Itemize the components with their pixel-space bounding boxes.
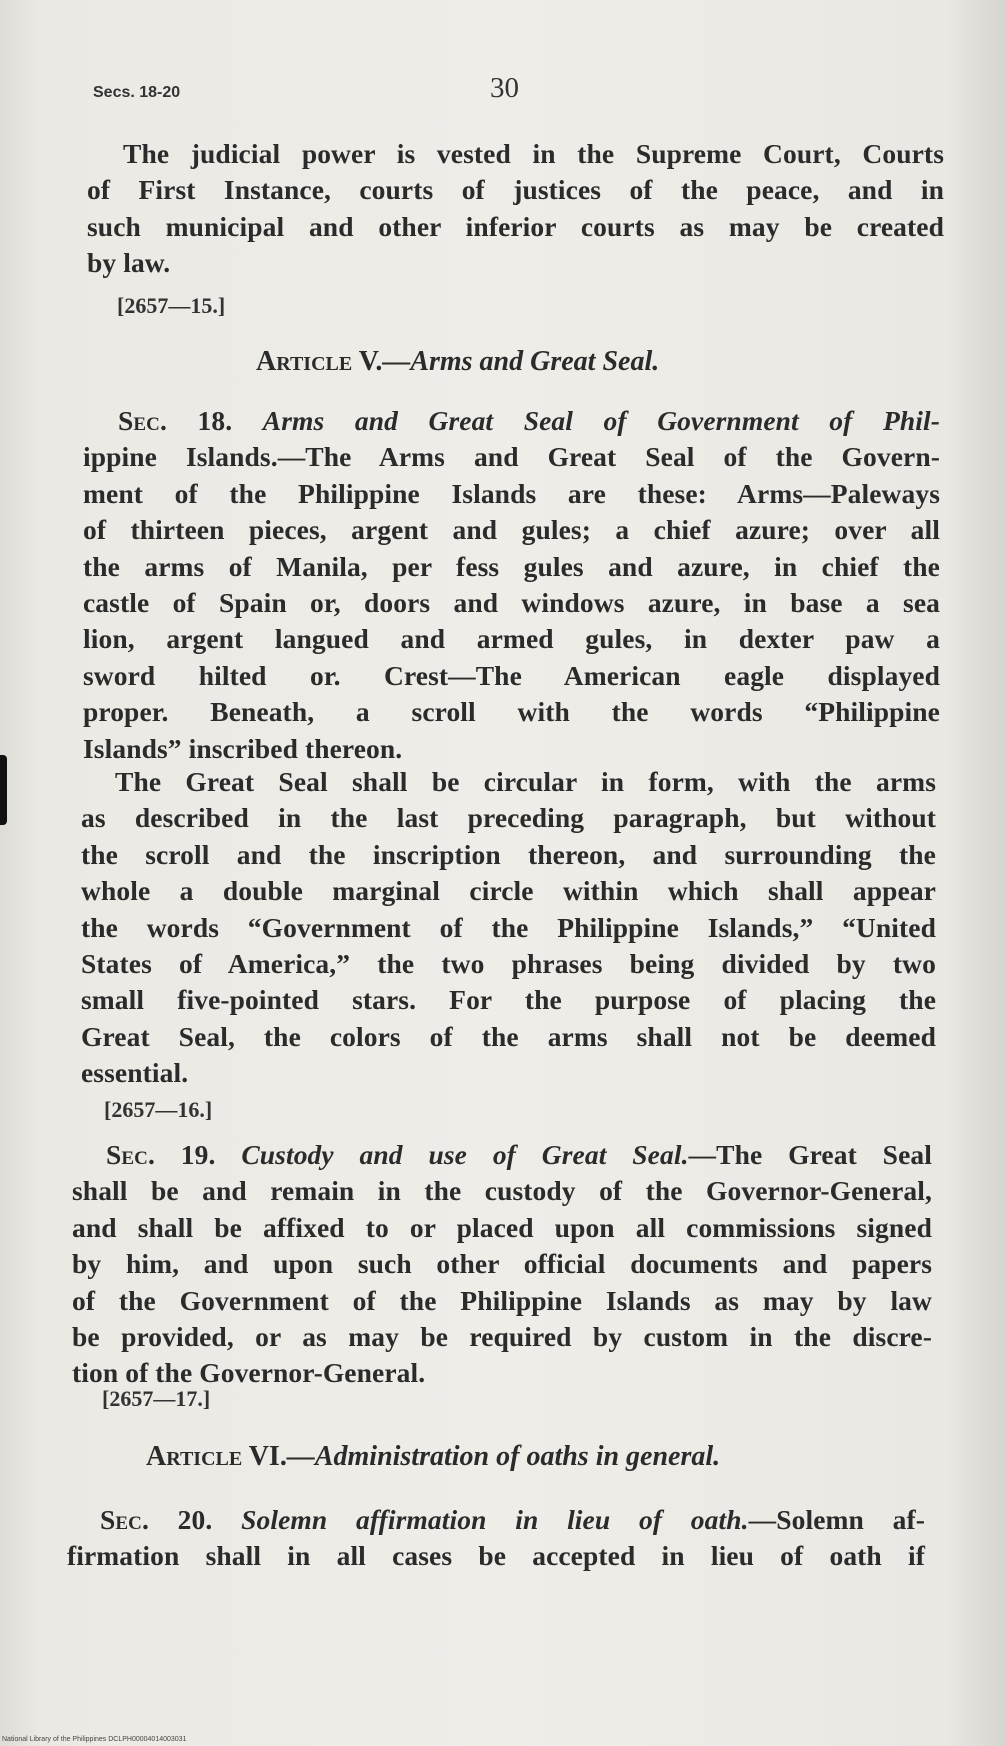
text-line: whole a double marginal circle within which shall appear	[81, 875, 936, 907]
section-20	[67, 1502, 925, 1575]
text-line: Islands” inscribed thereon.	[83, 732, 403, 764]
text-line: ippine Islands.—The Arms and Great Seal of the Govern-	[83, 441, 940, 473]
section-18-seal-paragraph	[81, 764, 936, 1092]
text-line: The Great Seal shall be circular in form, with the arms	[115, 766, 936, 797]
section-20-first-line	[67, 1502, 925, 1538]
text-line: The judicial power is vested in the Supreme Court, Courts	[123, 138, 944, 169]
section-text: —Solemn af-	[748, 1504, 925, 1535]
section-label: Sec. 19.	[106, 1139, 216, 1170]
text-line: be provided, or as may be required by custom in the discre-	[72, 1321, 932, 1353]
article-v-heading	[256, 346, 659, 378]
text-line: firmation shall in all cases be accepted in lieu of oath if	[67, 1540, 925, 1572]
text-line: States of America,” the two phrases being divided by two	[81, 948, 936, 980]
section-label: Sec. 18.	[118, 405, 233, 436]
text-line: tion of the Governor-General.	[72, 1357, 426, 1389]
section-text: —The Great Seal	[688, 1139, 932, 1170]
running-header-sections: Secs. 18-20	[93, 84, 181, 101]
scan-footer-credit: National Library of the Philippines DCLPH00004014003031	[2, 1736, 187, 1743]
section-title: Arms and Great Seal of Government of Phil-	[262, 405, 940, 436]
section-title: Custody and use of Great Seal.	[241, 1139, 689, 1170]
section-label: Sec. 20.	[100, 1504, 213, 1535]
page-number: 30	[490, 72, 519, 104]
text-line: sword hilted or. Crest—The American eagle displayed	[83, 659, 940, 691]
text-line: such municipal and other inferior courts as may be created	[87, 210, 944, 242]
text-line: castle of Spain or, doors and windows azure, in base a sea	[83, 587, 940, 619]
text-line: and shall be affixed to or placed upon all commissions signed	[72, 1211, 932, 1243]
text-line: the arms of Manila, per fess gules and azure, in chief the	[83, 550, 940, 582]
section-18-first-line	[83, 403, 940, 439]
paragraph-judicial-power	[87, 136, 944, 282]
text-line: the scroll and the inscription thereon, and surrounding the	[81, 838, 936, 870]
reference-2657-16: [2657—16.]	[104, 1097, 213, 1122]
text-line: shall be and remain in the custody of the Governor-General,	[72, 1175, 932, 1207]
text-line: by law.	[87, 247, 171, 279]
section-18	[83, 403, 940, 767]
text-line: ment of the Philippine Islands are these: Arms—Paleways	[83, 477, 940, 509]
article-title: —Arms and Great Seal.	[382, 346, 660, 377]
text-line: the words “Government of the Philippine Islands,” “United	[81, 911, 936, 943]
reference-2657-17: [2657—17.]	[102, 1386, 211, 1411]
article-title: —Administration of oaths in general.	[286, 1441, 721, 1472]
text-line: essential.	[81, 1057, 189, 1089]
article-label: Article VI.	[146, 1441, 287, 1472]
text-line: of First Instance, courts of justices of the peace, and in	[87, 174, 944, 206]
text-line: lion, argent langued and armed gules, in dexter paw a	[83, 623, 940, 655]
article-vi-heading	[146, 1441, 720, 1473]
article-label: Article V.	[256, 346, 383, 377]
section-title: Solemn affirmation in lieu of oath.	[241, 1504, 749, 1535]
section-19-first-line	[72, 1137, 932, 1173]
text-line: as described in the last preceding paragraph, but without	[81, 802, 936, 834]
text-line: small five-pointed stars. For the purpose of placing the	[81, 984, 936, 1016]
scan-edge-mark	[0, 755, 7, 825]
text-line: of the Government of the Philippine Islands as may by law	[72, 1284, 932, 1316]
text-line: proper. Beneath, a scroll with the words “Philippine	[83, 696, 940, 728]
section-19	[72, 1137, 932, 1392]
text-line: of thirteen pieces, argent and gules; a chief azure; over all	[83, 514, 940, 546]
text-line: Great Seal, the colors of the arms shall not be deemed	[81, 1020, 936, 1052]
reference-2657-15: [2657—15.]	[117, 293, 226, 318]
text-line: by him, and upon such other official documents and papers	[72, 1248, 932, 1280]
